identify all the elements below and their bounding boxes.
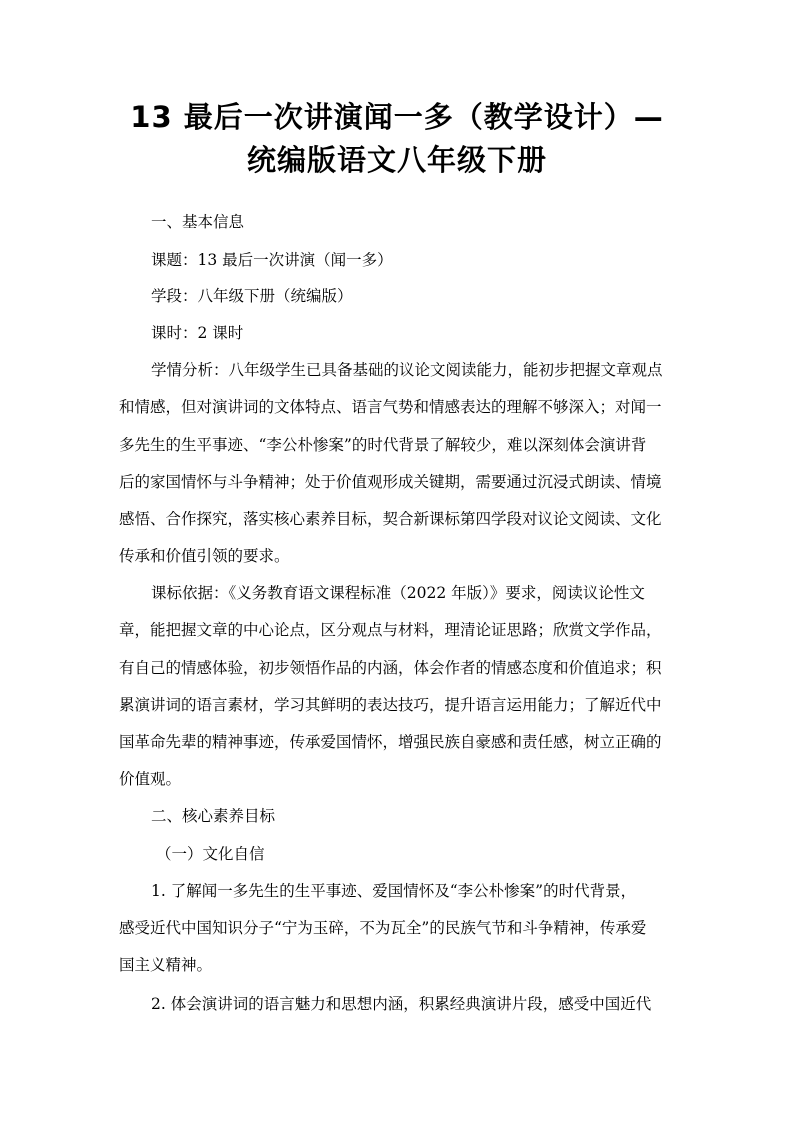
paragraph-line: 国革命先辈的精神事迹，传承爱国情怀，增强民族自豪感和责任感，树立正确的 [119,733,662,751]
field-grade: 学段：八年级下册（统编版） [151,287,353,305]
paragraph-line: 价值观。 [119,770,182,788]
section-heading-core-literacy: 二、核心素养目标 [151,807,276,825]
paragraph-line: 感悟、合作探究，落实核心素养目标，契合新课标第四学段对议论文阅读、文化 [119,510,662,528]
document-title-line-2: 统编版语文八年级下册 [246,143,547,177]
paragraph-line: 学情分析：八年级学生已具备基础的议论文阅读能力，能初步把握文章观点 [151,361,663,379]
document-title-line-1: 13 最后一次讲演闻一多（教学设计）— [130,100,664,134]
list-item-line: 感受近代中国知识分子“宁为玉碎，不为瓦全”的民族气节和斗争精神，传承爱 [119,919,647,937]
field-topic: 课题：13 最后一次讲演（闻一多） [151,251,393,269]
paragraph-line: 后的家国情怀与斗争精神；处于价值观形成关键期，需要通过沉浸式朗读、情境 [119,473,662,491]
section-heading-basic-info: 一、基本信息 [151,213,245,231]
list-item-line: 2. 体会演讲词的语言魅力和思想内涵，积累经典演讲片段，感受中国近代 [151,995,652,1013]
paragraph-line: 课标依据：《义务教育语文课程标准（2022 年版）》要求，阅读议论性文 [151,584,645,602]
field-class-hours: 课时：2 课时 [151,324,244,342]
list-item-line: 国主义精神。 [119,956,213,974]
list-item-line: 1. 了解闻一多先生的生平事迹、爱国情怀及“李公朴惨案”的时代背景， [151,882,637,900]
paragraph-line: 和情感，但对演讲词的文体特点、语言气势和情感表达的理解不够深入；对闻一 [119,398,662,416]
paragraph-line: 章，能把握文章的中心论点，区分观点与材料，理清论证思路；欣赏文学作品， [119,621,662,639]
paragraph-line: 累演讲词的语言素材，学习其鲜明的表达技巧，提升语言运用能力；了解近代中 [119,696,662,714]
subsection-heading-cultural-confidence: （一）文化自信 [156,845,265,863]
paragraph-line: 有自己的情感体验，初步领悟作品的内涵，体会作者的情感态度和价值追求；积 [119,659,662,677]
paragraph-line: 多先生的生平事迹、“李公朴惨案”的时代背景了解较少，难以深刻体会演讲背 [119,436,647,454]
paragraph-line: 传承和价值引领的要求。 [119,547,290,565]
